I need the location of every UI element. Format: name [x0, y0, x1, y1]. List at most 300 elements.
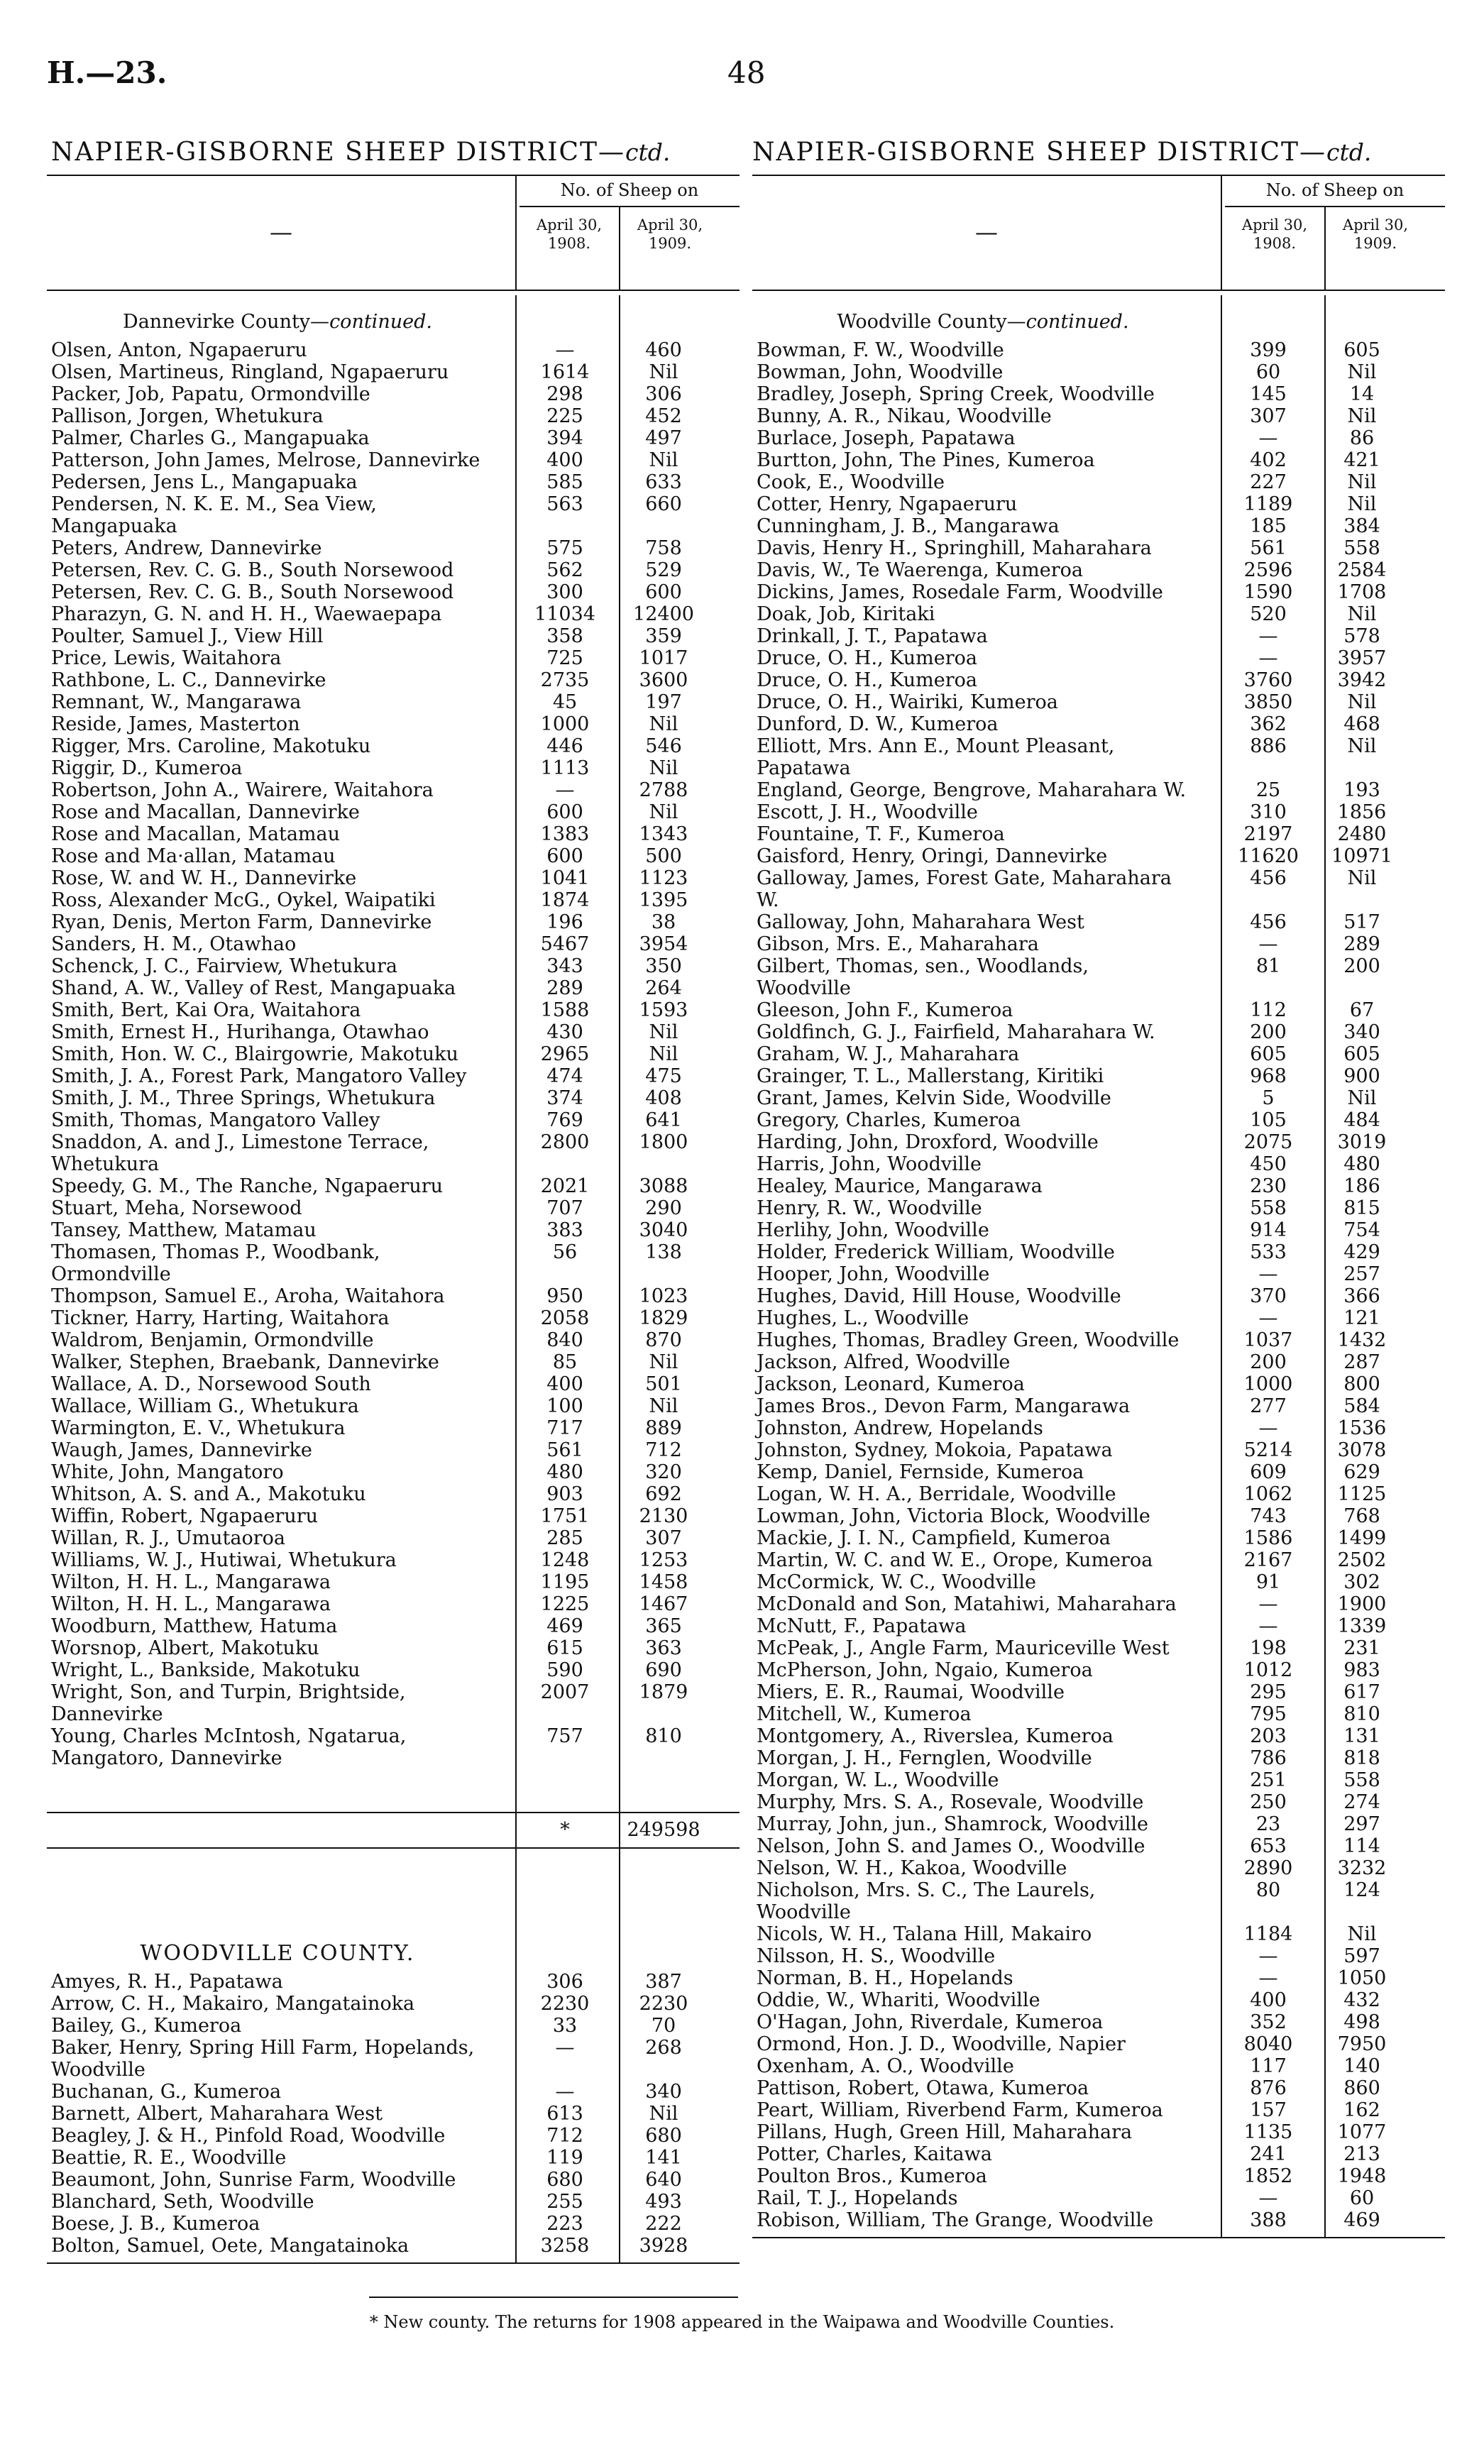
holder-name: Woodburn, Matthew, Hatuma — [51, 1615, 338, 1637]
sheep-1909: 429 — [1343, 1241, 1380, 1263]
sheep-1909: 860 — [1343, 2077, 1380, 2099]
table-row — [752, 1879, 1445, 1923]
sheep-1909: 617 — [1343, 1681, 1380, 1703]
holder-name: England, George, Bengrove, Maharahara W. — [757, 779, 1187, 801]
holder-name: Rathbone, L. C., Dannevirke — [51, 669, 326, 691]
table-row — [47, 1993, 740, 2015]
sheep-1909: 1708 — [1337, 581, 1387, 603]
name-column-header: — — [270, 219, 292, 246]
sheep-1908: 1184 — [1243, 1923, 1293, 1945]
sheep-1909: 558 — [1343, 537, 1380, 559]
table-row — [752, 1241, 1445, 1263]
sheep-1908: 876 — [1250, 2077, 1287, 2099]
table-row — [47, 2235, 740, 2257]
total-label — [47, 1813, 508, 1847]
table-row — [752, 1483, 1445, 1505]
sheep-1909: 3942 — [1337, 669, 1387, 691]
sheep-1908: 558 — [1250, 1197, 1287, 1219]
sheep-1908: — — [1258, 1615, 1278, 1637]
table-row — [752, 1769, 1445, 1791]
table-row — [752, 2077, 1445, 2099]
holder-name: Wallace, A. D., Norsewood South — [51, 1373, 371, 1395]
sheep-1908: 968 — [1250, 1065, 1287, 1087]
holder-name: Mackie, J. I. N., Campfield, Kumeroa — [757, 1527, 1111, 1549]
holder-name: Henry, R. W., Woodville — [757, 1197, 982, 1219]
table-row — [752, 1813, 1445, 1835]
sheep-1909: 231 — [1343, 1637, 1380, 1659]
table-row — [752, 1989, 1445, 2011]
holder-name: Gregory, Charles, Kumeroa — [757, 1109, 1021, 1131]
table-row — [47, 1659, 740, 1681]
sheep-1908: 388 — [1250, 2209, 1287, 2231]
sheep-1909: Nil — [1347, 493, 1377, 515]
table-row — [47, 2081, 740, 2103]
sheep-1909: Nil — [649, 757, 678, 779]
table-row — [47, 2169, 740, 2191]
holder-name: Dunford, D. W., Kumeroa — [757, 713, 999, 735]
table-row — [752, 1967, 1445, 1989]
holder-name: Drinkall, J. T., Papatawa — [757, 625, 988, 647]
sheep-1908: 105 — [1250, 1109, 1287, 1131]
sheep-1909: 500 — [645, 845, 682, 867]
table-row — [752, 625, 1445, 647]
sheep-1908: 1189 — [1243, 493, 1293, 515]
table-row — [47, 1461, 740, 1483]
sheep-1909: 1023 — [639, 1285, 688, 1307]
table-row — [752, 1351, 1445, 1373]
sheep-1909: 452 — [645, 405, 682, 427]
sheep-1909: 1879 — [639, 1681, 688, 1703]
sheep-1908: 1135 — [1243, 2121, 1293, 2143]
sheep-1908: 2965 — [540, 1043, 590, 1065]
page-number: 48 — [727, 55, 766, 90]
table-header — [47, 175, 740, 291]
sheep-1908: 707 — [546, 1197, 583, 1219]
sheep-1908: 1037 — [1243, 1329, 1293, 1351]
table-row — [47, 933, 740, 955]
sheep-1908: 300 — [546, 581, 583, 603]
sheep-1909: 889 — [645, 1417, 682, 1439]
holder-name: Galloway, John, Maharahara West — [757, 911, 1084, 933]
sheep-1908: 60 — [1255, 361, 1281, 383]
table-row — [752, 1593, 1445, 1615]
table-row — [752, 669, 1445, 691]
column-divider — [619, 295, 620, 2264]
sheep-1908: 198 — [1250, 1637, 1287, 1659]
table-row — [47, 1307, 740, 1329]
table-row — [752, 603, 1445, 625]
holder-name: Hooper, John, Woodville — [757, 1263, 990, 1285]
sheep-1908: 725 — [546, 647, 583, 669]
holder-name: Jackson, Alfred, Woodville — [757, 1351, 1011, 1373]
spacer — [47, 1769, 740, 1812]
sheep-1908: — — [1258, 427, 1278, 449]
sheep-1909: 900 — [1343, 1065, 1380, 1087]
sheep-1908: 2735 — [540, 669, 590, 691]
sheep-1909: 200 — [1343, 955, 1380, 977]
holder-name: Blanchard, Seth, Woodville — [51, 2191, 314, 2213]
sheep-1909: Nil — [649, 713, 678, 735]
sheep-1909: 124 — [1343, 1879, 1380, 1901]
table-row — [752, 1461, 1445, 1483]
sheep-1909: 3232 — [1337, 1857, 1387, 1879]
holder-name: Worsnop, Albert, Makotuku — [51, 1637, 319, 1659]
table-row — [752, 2187, 1445, 2209]
holder-name: Druce, O. H., Kumeroa — [757, 647, 978, 669]
sheep-1909: Nil — [1347, 1923, 1377, 1945]
sheep-1909: 529 — [645, 559, 682, 581]
sheep-1909: Nil — [649, 2103, 678, 2125]
holder-name: Reside, James, Masterton — [51, 713, 300, 735]
sheep-1908: 562 — [546, 559, 583, 581]
table-row — [47, 449, 740, 471]
sheep-1909: 1829 — [639, 1307, 688, 1329]
sheep-1909: 1017 — [639, 647, 688, 669]
holder-name: Snaddon, A. and J., Limestone Terrace, Whetukura — [51, 1131, 429, 1175]
sheep-1908: 615 — [546, 1637, 583, 1659]
sheep-1908: 1041 — [540, 867, 590, 889]
table-row — [47, 1571, 740, 1593]
sheep-1909: 2230 — [639, 1993, 688, 2015]
sheep-1908: — — [1258, 933, 1278, 955]
table-row — [752, 867, 1445, 911]
sheep-1909: 3040 — [639, 1219, 688, 1241]
holder-name: Ross, Alexander McG., Oykel, Waipatiki — [51, 889, 436, 911]
sheep-1908: 241 — [1250, 2143, 1287, 2165]
sheep-1908: — — [1258, 647, 1278, 669]
holder-name: Baker, Henry, Spring Hill Farm, Hopelands, Woodville — [51, 2037, 475, 2081]
sheep-1908: 609 — [1250, 1461, 1287, 1483]
sheep-1908: 2890 — [1243, 1857, 1293, 1879]
sheep-1909: 712 — [645, 1439, 682, 1461]
table-row — [47, 911, 740, 933]
table-row — [752, 1923, 1445, 1945]
sheep-1908: — — [1258, 1945, 1278, 1967]
holder-name: Tansey, Matthew, Matamau — [51, 1219, 317, 1241]
holder-name: Tickner, Harry, Harting, Waitahora — [51, 1307, 390, 1329]
table-row — [752, 691, 1445, 713]
holder-name: Lowman, John, Victoria Block, Woodville — [757, 1505, 1150, 1527]
sheep-1908: 840 — [546, 1329, 583, 1351]
sheep-1908: — — [555, 2037, 575, 2059]
sheep-1909: 114 — [1343, 1835, 1380, 1857]
holder-name: Hughes, L., Woodville — [757, 1307, 969, 1329]
sheep-1909: 340 — [1343, 1021, 1380, 1043]
sheep-1908: 430 — [546, 1021, 583, 1043]
column-divider — [1221, 176, 1222, 290]
sheep-1909: 306 — [645, 383, 682, 405]
sheep-1908: 575 — [546, 537, 583, 559]
table-row — [47, 1219, 740, 1241]
sheep-1908: 11034 — [534, 603, 595, 625]
sheep-1908: 456 — [1250, 911, 1287, 933]
sheep-1908: — — [1258, 1307, 1278, 1329]
holder-name: Doak, Job, Kiritaki — [757, 603, 935, 625]
sheep-1909: Nil — [649, 361, 678, 383]
sheep-1908: 374 — [546, 1087, 583, 1109]
table-row — [47, 1131, 740, 1175]
holder-name: White, John, Mangatoro — [51, 1461, 284, 1483]
table-row — [752, 1087, 1445, 1109]
sheep-1908: 358 — [546, 625, 583, 647]
sheep-1909: 605 — [1343, 339, 1380, 361]
sheep-1908: 400 — [546, 449, 583, 471]
holder-name: Thompson, Samuel E., Aroha, Waitahora — [51, 1285, 445, 1307]
table-row — [47, 1681, 740, 1725]
sheep-1909: 140 — [1343, 2055, 1380, 2077]
sheep-1908: 1195 — [540, 1571, 590, 1593]
table-row — [47, 493, 740, 537]
holder-name: Johnston, Andrew, Hopelands — [757, 1417, 1043, 1439]
sheep-1909: 3078 — [1337, 1439, 1387, 1461]
holder-name: Beagley, J. & H., Pinfold Road, Woodville — [51, 2125, 446, 2147]
sheep-1909: 197 — [645, 691, 682, 713]
holder-name: Murray, John, jun., Shamrock, Woodville — [757, 1813, 1148, 1835]
sheep-1909: 1077 — [1337, 2121, 1387, 2143]
holder-name: Shand, A. W., Valley of Rest, Mangapuaka — [51, 977, 456, 999]
sheep-1909: 290 — [645, 1197, 682, 1219]
sheep-1909: 7950 — [1337, 2033, 1387, 2055]
table-row — [752, 559, 1445, 581]
table-row — [752, 1065, 1445, 1087]
table-row — [47, 801, 740, 823]
sheep-1908: 561 — [1250, 537, 1287, 559]
table-row — [752, 801, 1445, 823]
table-row — [47, 1439, 740, 1461]
sheep-1909: Nil — [649, 1043, 678, 1065]
holder-name: Wright, L., Bankside, Makotuku — [51, 1659, 361, 1681]
table-row — [47, 735, 740, 757]
sheep-1909: 366 — [1343, 1285, 1380, 1307]
sheep-1909: 60 — [1349, 2187, 1375, 2209]
sheep-1909: 264 — [645, 977, 682, 999]
table-row — [752, 471, 1445, 493]
table-row — [752, 405, 1445, 427]
holder-name: Warmington, E. V., Whetukura — [51, 1417, 346, 1439]
end-rule — [752, 2237, 1445, 2238]
table-row — [752, 1945, 1445, 1967]
holder-name: Petersen, Rev. C. G. B., South Norsewood — [51, 559, 454, 581]
table-row — [752, 1285, 1445, 1307]
sheep-1909: 2502 — [1337, 1549, 1387, 1571]
holder-name: Murphy, Mrs. S. A., Rosevale, Woodville — [757, 1791, 1144, 1813]
sheep-1909: 1900 — [1337, 1593, 1387, 1615]
sheep-1909: 629 — [1343, 1461, 1380, 1483]
holder-name: Young, Charles McIntosh, Ngatarua, Mangatoro, Dannevirke — [51, 1725, 407, 1769]
holder-name: Nicholson, Mrs. S. C., The Laurels, Woodville — [757, 1879, 1096, 1923]
sheep-1909: 320 — [645, 1461, 682, 1483]
sheep-1908: 474 — [546, 1065, 583, 1087]
table-row — [47, 669, 740, 691]
sheep-1908: 80 — [1255, 1879, 1281, 1901]
sheep-1909: 517 — [1343, 911, 1380, 933]
sheep-1909: 186 — [1343, 1175, 1380, 1197]
table-row — [47, 1175, 740, 1197]
holder-name: Wilton, H. H. L., Mangarawa — [51, 1571, 331, 1593]
sheep-1908: 277 — [1250, 1395, 1287, 1417]
table-row — [752, 1681, 1445, 1703]
sheep-1909: 480 — [1343, 1153, 1380, 1175]
sheep-1909: 1800 — [639, 1131, 688, 1153]
holder-name: Bowman, F. W., Woodville — [757, 339, 1004, 361]
holder-name: Miers, E. R., Raumai, Woodville — [757, 1681, 1065, 1703]
table-header — [752, 175, 1445, 291]
holder-name: Bowman, John, Woodville — [757, 361, 1004, 383]
sheep-1908: — — [1258, 1417, 1278, 1439]
sheep-1909: 70 — [651, 2015, 676, 2037]
table-row — [752, 1857, 1445, 1879]
name-column-header: — — [975, 219, 998, 246]
sheep-1909: 983 — [1343, 1659, 1380, 1681]
sheep-1908: 3258 — [540, 2235, 590, 2257]
sheep-1909: 498 — [1343, 2011, 1380, 2033]
sheep-1908: 585 — [546, 471, 583, 493]
holder-name: Rail, T. J., Hopelands — [757, 2187, 958, 2209]
sheep-1909: 484 — [1343, 1109, 1380, 1131]
holder-name: Gibson, Mrs. E., Maharahara — [757, 933, 1039, 955]
holder-name: Druce, O. H., Kumeroa — [757, 669, 978, 691]
sheep-1908: 1225 — [540, 1593, 590, 1615]
sheep-1909: 1432 — [1337, 1329, 1387, 1351]
table-row — [47, 1527, 740, 1549]
sheep-1909: Nil — [1347, 361, 1377, 383]
holder-name: Thomasen, Thomas P., Woodbank, Ormondville — [51, 1241, 380, 1285]
holder-name: Pillans, Hugh, Green Hill, Maharahara — [757, 2121, 1133, 2143]
table-body — [752, 295, 1445, 2238]
sheep-1909: Nil — [649, 449, 678, 471]
table-row — [752, 2121, 1445, 2143]
sheep-1909: 558 — [1343, 1769, 1380, 1791]
sheep-1908: — — [1258, 1263, 1278, 1285]
sheep-1908: 903 — [546, 1483, 583, 1505]
sheep-1909: Nil — [1347, 603, 1377, 625]
table-row — [752, 1395, 1445, 1417]
table-row — [47, 1549, 740, 1571]
holder-name: Smith, Ernest H., Hurihanga, Otawhao — [51, 1021, 429, 1043]
sheep-1908: 914 — [1250, 1219, 1287, 1241]
sheep-1908: 289 — [546, 977, 583, 999]
sheep-1908: 112 — [1250, 999, 1287, 1021]
sheep-1909: 800 — [1343, 1373, 1380, 1395]
sheep-1909: 86 — [1349, 427, 1375, 449]
sheep-1908: 743 — [1250, 1505, 1287, 1527]
table-row — [47, 1329, 740, 1351]
holder-name: Sanders, H. M., Otawhao — [51, 933, 297, 955]
sheep-1909: 365 — [645, 1615, 682, 1637]
sheep-1909: 546 — [645, 735, 682, 757]
table-row — [47, 1351, 740, 1373]
holder-name: Bradley, Joseph, Spring Creek, Woodville — [757, 383, 1155, 405]
table-row — [47, 845, 740, 867]
header-1909: April 30, 1909. — [637, 216, 703, 252]
holder-name: Olsen, Martineus, Ringland, Ngapaeruru — [51, 361, 449, 383]
holder-name: Nicols, W. H., Talana Hill, Makairo — [757, 1923, 1092, 1945]
sheep-1909: Nil — [649, 1021, 678, 1043]
holder-name: McDonald and Son, Matahiwi, Maharahara — [757, 1593, 1177, 1615]
table-row — [752, 647, 1445, 669]
table-row — [47, 1065, 740, 1087]
table-row — [752, 735, 1445, 779]
sheep-1909: 1467 — [639, 1593, 688, 1615]
sheep-1908: 886 — [1250, 735, 1287, 757]
holder-name: Wilton, H. H. L., Mangarawa — [51, 1593, 331, 1615]
table-row — [47, 779, 740, 801]
district-heading: NAPIER-GISBORNE SHEEP DISTRICT—ctd. — [752, 138, 1372, 167]
holder-name: Smith, J. M., Three Springs, Whetukura — [51, 1087, 436, 1109]
sheep-1909: 468 — [1343, 713, 1380, 735]
sheep-1909: 3019 — [1337, 1131, 1387, 1153]
sheep-1909: Nil — [649, 801, 678, 823]
table-row — [752, 779, 1445, 801]
sheep-1908: 1000 — [1243, 1373, 1293, 1395]
table-row — [47, 1417, 740, 1439]
table-row — [47, 1197, 740, 1219]
sheep-1909: 810 — [1343, 1703, 1380, 1725]
table-row — [752, 1153, 1445, 1175]
holder-name: Dickins, James, Rosedale Farm, Woodville — [757, 581, 1163, 603]
header-1908: April 30, 1908. — [536, 216, 603, 252]
holder-name: Pharazyn, G. N. and H. H., Waewaepapa — [51, 603, 442, 625]
sheep-1908: 950 — [546, 1285, 583, 1307]
sheep-1908: 45 — [552, 691, 578, 713]
sheep-1908: 456 — [1250, 867, 1287, 889]
holder-name: Pedersen, Jens L., Mangapuaka — [51, 471, 358, 493]
sheep-1908: 1383 — [540, 823, 590, 845]
table-row — [47, 1725, 740, 1769]
sheep-1908: 81 — [1255, 955, 1281, 977]
table-row — [47, 2147, 740, 2169]
sheep-1909: 387 — [645, 1971, 682, 1993]
holder-name: Bunny, A. R., Nikau, Woodville — [757, 405, 1052, 427]
table-row — [47, 471, 740, 493]
sheep-1908: — — [555, 339, 575, 361]
holder-name: Ryan, Denis, Merton Farm, Dannevirke — [51, 911, 432, 933]
sheep-1908: 1586 — [1243, 1527, 1293, 1549]
table-row — [47, 1087, 740, 1109]
sheep-1909: Nil — [1347, 735, 1377, 757]
sheep-1908: 223 — [546, 2213, 583, 2235]
sheep-1908: 2167 — [1243, 1549, 1293, 1571]
holder-name: Graham, W. J., Maharahara — [757, 1043, 1020, 1065]
sheep-1909: 3928 — [639, 2235, 688, 2257]
sheep-1908: 769 — [546, 1109, 583, 1131]
sheep-1909: 2130 — [639, 1505, 688, 1527]
sheep-1908: 352 — [1250, 2011, 1287, 2033]
sheep-1909: 501 — [645, 1373, 682, 1395]
holder-name: Grant, James, Kelvin Side, Woodville — [757, 1087, 1111, 1109]
sheep-1909: 141 — [645, 2147, 682, 2169]
sheep-1909: 815 — [1343, 1197, 1380, 1219]
sheep-1909: 1395 — [639, 889, 688, 911]
sheep-1909: 3088 — [639, 1175, 688, 1197]
table-row — [47, 1241, 740, 1285]
sheep-1908: 2596 — [1243, 559, 1293, 581]
holder-name: Oddie, W., Whariti, Woodville — [757, 1989, 1040, 2011]
holder-name: Hughes, Thomas, Bradley Green, Woodville — [757, 1329, 1180, 1351]
sheep-1908: — — [1258, 625, 1278, 647]
sheep-1908: 25 — [1255, 779, 1281, 801]
table-rows — [47, 339, 740, 1769]
table-row — [47, 1373, 740, 1395]
sheep-1908: 786 — [1250, 1747, 1287, 1769]
sheep-1909: 2480 — [1337, 823, 1387, 845]
sheep-1909: 363 — [645, 1637, 682, 1659]
holder-name: O'Hagan, John, Riverdale, Kumeroa — [757, 2011, 1104, 2033]
holder-name: Schenck, J. C., Fairview, Whetukura — [51, 955, 397, 977]
table-row — [47, 977, 740, 999]
right-column — [752, 135, 1445, 2238]
sheep-1909: 307 — [645, 1527, 682, 1549]
